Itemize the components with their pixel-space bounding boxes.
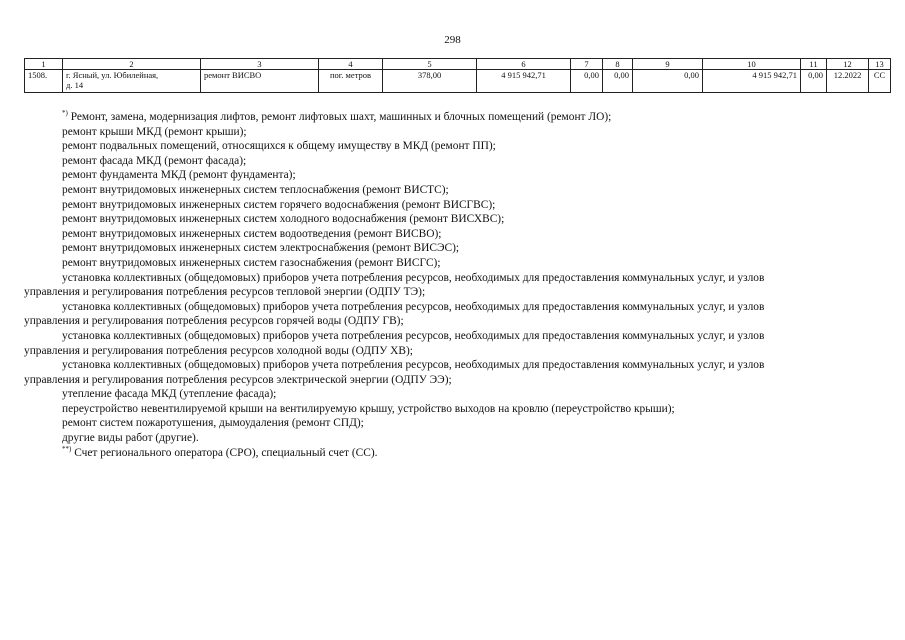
works-table (24, 58, 891, 93)
row-number: 1508. (25, 70, 63, 93)
footnote-line (24, 110, 884, 125)
footnote-line: ремонт внутридомовых инженерных систем газоснабжения (ремонт ВИСГС); (62, 256, 441, 269)
footnote-line: ремонт внутридомовых инженерных систем горячего водоснабжения (ремонт ВИСГВС); (62, 198, 496, 211)
footnote-line: управления и регулирования потребления ресурсов электрической энергии (ОДПУ ЭЭ); (24, 373, 452, 386)
footnote-line: установка коллективных (общедомовых) приборов учета потребления ресурсов, необходимых для предоставления коммунальных услуг, и узлов (62, 271, 765, 284)
table-header-row (25, 59, 891, 70)
footnote-line: ремонт внутридомовых инженерных систем холодного водоснабжения (ремонт ВИСХВС); (62, 213, 505, 226)
header-cell: 7 (571, 59, 603, 70)
row-cell: 0,00 (603, 70, 633, 93)
row-volume: 378,00 (383, 70, 477, 93)
address-line: г. Ясный, ул. Юбилейная, (66, 70, 159, 80)
footnote-text: Ремонт, замена, модернизация лифтов, ремонт лифтовых шахт, машинных и блочных помещений (ремонт ЛО); (67, 111, 612, 123)
footnotes (24, 110, 884, 460)
footnote-mark: *) (62, 109, 68, 118)
footnote-line: управления и регулирования потребления ресурсов холодной воды (ОДПУ ХВ); (24, 344, 413, 357)
row-work-type: ремонт ВИСВО (201, 70, 319, 93)
footnote-line: ремонт внутридомовых инженерных систем водоотведения (ремонт ВИСВО); (62, 227, 442, 240)
footnote-line (24, 446, 884, 461)
footnote-line: ремонт систем пожаротушения, дымоудаления (ремонт СПД); (62, 417, 364, 430)
header-cell: 1 (25, 59, 63, 70)
footnote-line: установка коллективных (общедомовых) приборов учета потребления ресурсов, необходимых для предоставления коммунальных услуг, и узлов (62, 300, 765, 313)
footnote-line: ремонт фасада МКД (ремонт фасада); (62, 154, 247, 167)
footnote-line: ремонт внутридомовых инженерных систем электроснабжения (ремонт ВИСЭС); (62, 242, 460, 255)
table-row (25, 70, 891, 93)
address-line: д. 14 (66, 80, 84, 90)
footnote-text: Счет регионального оператора (СРО), специальный счет (СС). (71, 446, 378, 459)
row-cell: 0,00 (571, 70, 603, 93)
footnote-line: установка коллективных (общедомовых) приборов учета потребления ресурсов, необходимых для предоставления коммунальных услуг, и узлов (62, 359, 765, 372)
footnote-line: другие виды работ (другие). (62, 432, 199, 445)
header-cell: 8 (603, 59, 633, 70)
footnote-line: управления и регулирования потребления ресурсов горячей воды (ОДПУ ГВ); (24, 315, 404, 328)
row-cell: 0,00 (633, 70, 703, 93)
row-address (63, 70, 201, 93)
footnote-line: утепление фасада МКД (утепление фасада); (62, 388, 277, 401)
header-cell: 10 (703, 59, 801, 70)
header-cell: 9 (633, 59, 703, 70)
header-cell: 4 (319, 59, 383, 70)
row-total: 4 915 942,71 (477, 70, 571, 93)
footnote-mark: **) (62, 444, 72, 453)
row-account: СС (869, 70, 891, 93)
footnote-line: управления и регулирования потребления ресурсов тепловой энергии (ОДПУ ТЭ); (24, 286, 426, 299)
header-cell: 12 (827, 59, 869, 70)
header-cell: 6 (477, 59, 571, 70)
footnote-line: установка коллективных (общедомовых) приборов учета потребления ресурсов, необходимых для предоставления коммунальных услуг, и узлов (62, 329, 765, 342)
row-unit: пог. метров (319, 70, 383, 93)
footnote-line: ремонт фундамента МКД (ремонт фундамента); (62, 169, 296, 182)
header-cell: 13 (869, 59, 891, 70)
header-cell: 2 (63, 59, 201, 70)
header-cell: 3 (201, 59, 319, 70)
row-cell: 4 915 942,71 (703, 70, 801, 93)
footnote-line: ремонт крыши МКД (ремонт крыши); (62, 125, 247, 138)
footnote-line: ремонт внутридомовых инженерных систем теплоснабжения (ремонт ВИСТС); (62, 183, 449, 196)
header-cell: 5 (383, 59, 477, 70)
row-cell: 0,00 (801, 70, 827, 93)
footnote-line: переустройство невентилируемой крыши на вентилируемую крышу, устройство выходов на кровлю (переустройство крыши); (62, 402, 675, 415)
page-number: 298 (444, 34, 461, 46)
header-cell: 11 (801, 59, 827, 70)
row-date: 12.2022 (827, 70, 869, 93)
footnote-line: ремонт подвальных помещений, относящихся к общему имуществу в МКД (ремонт ПП); (62, 140, 496, 153)
